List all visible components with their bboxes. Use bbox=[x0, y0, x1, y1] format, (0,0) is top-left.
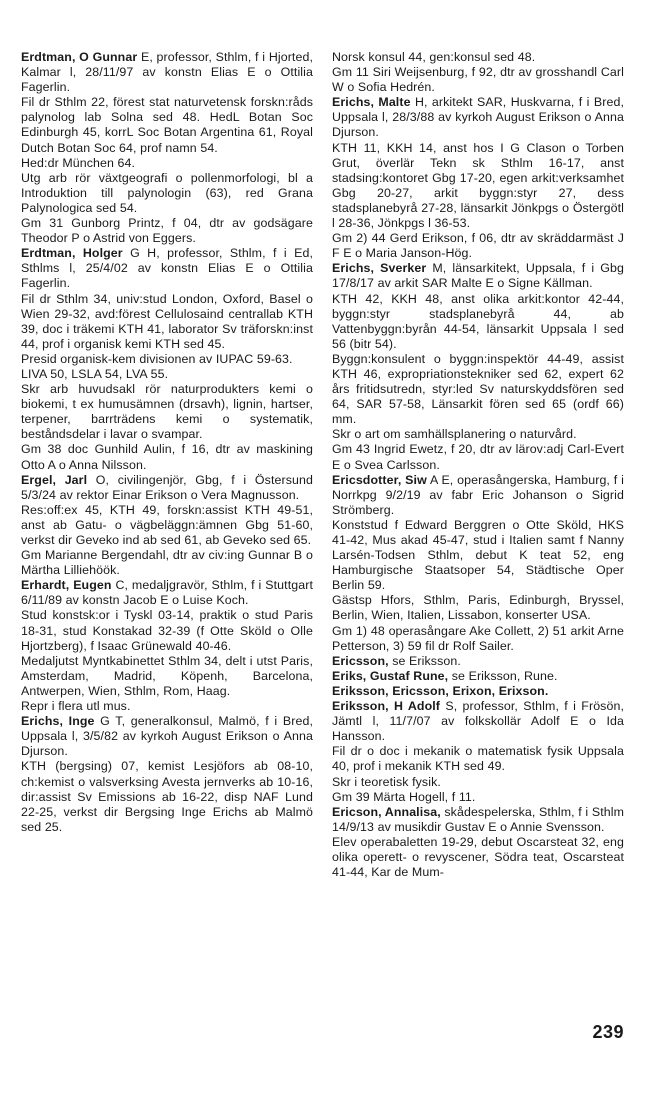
entry-paragraph: Gm 43 Ingrid Ewetz, f 20, dtr av lärov:adj Carl-Evert E o Svea Carlsson. bbox=[332, 442, 624, 472]
entry-paragraph: KTH 11, KKH 14, anst hos I G Clason o Torben Grut, överlär Tekn sk Sthlm 16-17, anst stadsing:kontoret Gbg 17-20, egen arkit:verksamhet Gbg 20-27, arkit byggn:styr 27, dess stadsplanebyrå 27-28, länsarkit Jönkpgs o Östergötl l 28-36, Jönkpgs l 36-53. bbox=[332, 140, 624, 231]
entry-name: Eriks, Gustaf Rune, bbox=[332, 668, 449, 683]
entry-paragraph: Gm 1) 48 operasångare Ake Collett, 2) 51 arkit Arne Petterson, 3) 59 fil dr Rolf Sailer. bbox=[332, 623, 624, 653]
entry-name: Erdtman, O Gunnar bbox=[21, 50, 138, 64]
entry-details: G T, generalkonsul, Malmö, f i Bred, Uppsala l, 3/5/82 av kyrkoh August Erikson o Anna Djurson. bbox=[21, 714, 314, 759]
entry-paragraph: Byggn:konsulent o byggn:inspektör 44-49, assist KTH 46, expropriationstekniker sed 62, expert 62 års fritidsutredn, styr:led Sv naturskyddsfören sed 64, SAR 57-58, Länsarkit fören sed 65 (ordf 66) mm. bbox=[332, 351, 624, 427]
entry-heading-paragraph bbox=[332, 699, 624, 744]
entry-paragraph: Norsk konsul 44, gen:konsul sed 48. bbox=[332, 50, 536, 64]
entry-paragraph: Stud konstsk:or i Tyskl 03-14, praktik o stud Paris 18-31, stud Konstakad 32-39 (f Otte Sköld o Olle Hjortzberg), f Isaac Grünewald 40-46. bbox=[21, 608, 313, 653]
entry-details: se Eriksson, Rune. bbox=[448, 668, 558, 683]
entry-paragraph: Gm 11 Siri Weijsenburg, f 92, dtr av grosshandl Carl W o Sofia Hedrén. bbox=[332, 65, 624, 95]
left-column bbox=[21, 50, 313, 835]
entry-paragraph: Hed:dr München 64. bbox=[21, 155, 136, 170]
entry-details: se Eriksson. bbox=[388, 653, 461, 668]
entry-paragraph: Konststud f Edward Berggren o Otte Sköld, HKS 41-42, Mus akad 45-47, stud i Italien samt f Nanny Larsén-Todsen Sthlm, debut K teat 52, eng Hamburgische Staatsoper 54, Städtische Oper Berlin 59. bbox=[332, 517, 624, 593]
entry-name: Eriksson, H Adolf bbox=[332, 699, 441, 714]
entry-heading-paragraph bbox=[21, 714, 313, 759]
entry-paragraph: Gm 2) 44 Gerd Erikson, f 06, dtr av skräddarmäst J F E o Maria Janson-Hög. bbox=[332, 231, 624, 261]
entry-paragraph: Gm 31 Gunborg Printz, f 04, dtr av godsägare Theodor P o Astrid von Eggers. bbox=[21, 216, 313, 246]
entry-paragraph: Skr i teoretisk fysik. bbox=[332, 774, 441, 789]
entry-name: Ericsson, bbox=[332, 653, 389, 668]
entry-name: Erhardt, Eugen bbox=[21, 578, 112, 593]
entry-heading-paragraph bbox=[21, 473, 313, 503]
entry-details: H, arkitekt SAR, Huskvarna, f i Bred, Uppsala l, 28/3/88 av kyrkoh August Erikson o Anna Djurson. bbox=[332, 95, 624, 140]
entry-heading-paragraph bbox=[332, 473, 624, 518]
entry-paragraph: Gm Marianne Bergendahl, dtr av civ:ing Gunnar B o Märtha Lilliehöök. bbox=[21, 548, 313, 578]
entry-paragraph: Utg arb rör växtgeografi o pollenmorfologi, bl a Introduktion till palynologin (63), red Grana Palynologica sed 54. bbox=[21, 170, 313, 215]
entry-details: E, professor, Sthlm, f i Hjorted, Kalmar l, 28/11/97 av konstn Elias E o Ottilia Fagerlin. bbox=[21, 50, 314, 95]
entry-paragraph: LIVA 50, LSLA 54, LVA 55. bbox=[21, 366, 169, 381]
entry-heading-paragraph bbox=[332, 669, 624, 684]
entry-paragraph: Fil dr Sthlm 22, förest stat naturvetensk forskn:råds palynolog lab Solna sed 48. HedL Botan Soc Edinburgh 45, korrL Soc Botan Argentina 61, Royal Dutch Botan Soc 64, prof namn 54. bbox=[21, 95, 313, 155]
entry-paragraph: Gm 39 Märta Hogell, f 11. bbox=[332, 789, 476, 804]
entry-details: C, medaljgravör, Sthlm, f i Stuttgart 6/11/89 av konstn Jacob E o Luise Koch. bbox=[21, 578, 313, 608]
entry-name: Ericsdotter, Siw bbox=[332, 472, 427, 487]
entry-paragraph: Gm 38 doc Gunhild Aulin, f 16, dtr av maskining Otto A o Anna Nilsson. bbox=[21, 442, 313, 472]
entry-heading-paragraph bbox=[332, 95, 624, 140]
entry-details: G H, professor, Sthlm, f i Ed, Sthlms l, 25/4/02 av konstn Elias E o Ottilia Fagerlin. bbox=[21, 246, 314, 291]
entry-paragraph: Res:off:ex 45, KTH 49, forskn:assist KTH 49-51, anst ab Gatu- o vägbeläggn:ämnen Gbg 51-60, verkst dir Geveko ind ab sed 61, ab Geveko sed 65. bbox=[21, 502, 313, 547]
page-number: 239 bbox=[592, 1022, 624, 1042]
entry-name: Eriksson, Ericsson, Erixon, Erixson. bbox=[332, 683, 549, 698]
entry-paragraph: Medaljutst Myntkabinettet Sthlm 34, delt i utst Paris, Amsterdam, Madrid, Köpenh, Barcelona, Antwerpen, Wien, Sthlm, Rom, Haag. bbox=[21, 653, 313, 698]
entry-paragraph: KTH (bergsing) 07, kemist Lesjöfors ab 08-10, ch:kemist o valsverksing Avesta jernverks ab 10-16, dir:assist Sv Emissions ab 16-22, disp NAF Lund 22-25, verkst dir Bergsing Inge Erichs ab Malmö sed 25. bbox=[21, 759, 313, 834]
entry-heading-paragraph bbox=[332, 654, 624, 669]
entry-paragraph: Skr o art om samhällsplanering o naturvård. bbox=[332, 427, 577, 442]
entry-heading-paragraph bbox=[21, 578, 313, 608]
entry-name: Erichs, Malte bbox=[332, 95, 411, 110]
entry-paragraph: Fil dr o doc i mekanik o matematisk fysik Uppsala 40, prof i mekanik KTH sed 49. bbox=[332, 744, 624, 774]
entry-name: Ericson, Annalisa, bbox=[332, 804, 441, 819]
entry-heading-paragraph bbox=[332, 805, 624, 835]
entry-heading-paragraph bbox=[21, 50, 313, 95]
right-column bbox=[332, 50, 624, 880]
entry-paragraph: Repr i flera utl mus. bbox=[21, 699, 131, 714]
entry-paragraph: Fil dr Sthlm 34, univ:stud London, Oxford, Basel o Wien 29-32, avd:förest Cellulosaind centrallab KTH 39, doc i träkemi KTH 41, laborator Sv träforskn:inst 44, prof i organisk kemi KTH sed 45. bbox=[21, 291, 313, 351]
entry-details: O, civilingenjör, Gbg, f i Östersund 5/3/24 av rektor Einar Erikson o Vera Magnusson. bbox=[21, 472, 313, 502]
entry-paragraph: Presid organisk-kem divisionen av IUPAC 59-63. bbox=[21, 351, 293, 366]
entry-details: A E, operasångerska, Hamburg, f i Norrkpg 9/2/19 av fabr Eric Johanson o Sigrid Strömberg. bbox=[332, 472, 624, 517]
entry-paragraph: KTH 42, KKH 48, anst olika arkit:kontor 42-44, byggn:styr stadsplanebyrå 44, ab Vattenbyggn:byrån 44-54, länsarkit Uppsala l sed 56 (bitr 54). bbox=[332, 291, 624, 351]
entry-heading-paragraph bbox=[332, 261, 624, 291]
entry-name: Erichs, Inge bbox=[21, 714, 95, 729]
entry-name: Erichs, Sverker bbox=[332, 261, 427, 276]
entry-name: Ergel, Jarl bbox=[21, 472, 88, 487]
entry-paragraph: Skr arb huvudsakl rör naturprodukters kemi o biokemi, t ex humusämnen (drsavh), lignin, hartser, terpener, barrträdens kemi o systematik, beståndsdelar i lavar o svampar. bbox=[21, 382, 313, 442]
entry-heading-paragraph bbox=[332, 684, 624, 699]
entry-details: S, professor, Sthlm, f i Frösön, Jämtl l, 11/7/07 av folkskollär Adolf E o Ida Hansson. bbox=[332, 699, 625, 744]
entry-paragraph: Elev operabaletten 19-29, debut Oscarsteat 32, eng olika operett- o revyscener, Södra teat, Oscarsteat 41-44, Kar de Mum- bbox=[332, 834, 624, 880]
entry-paragraph: Gästsp Hfors, Sthlm, Paris, Edinburgh, Bryssel, Berlin, Wien, Italien, Lissabon, konserter USA. bbox=[332, 593, 624, 623]
entry-details: M, länsarkitekt, Uppsala, f i Gbg 17/8/17 av arkit SAR Malte E o Signe Källman. bbox=[332, 261, 624, 291]
entry-name: Erdtman, Holger bbox=[21, 246, 123, 261]
entry-details: skådespelerska, Sthlm, f i Sthlm 14/9/13 av musikdir Gustav E o Annie Svensson. bbox=[332, 804, 624, 834]
entry-heading-paragraph bbox=[21, 246, 313, 291]
